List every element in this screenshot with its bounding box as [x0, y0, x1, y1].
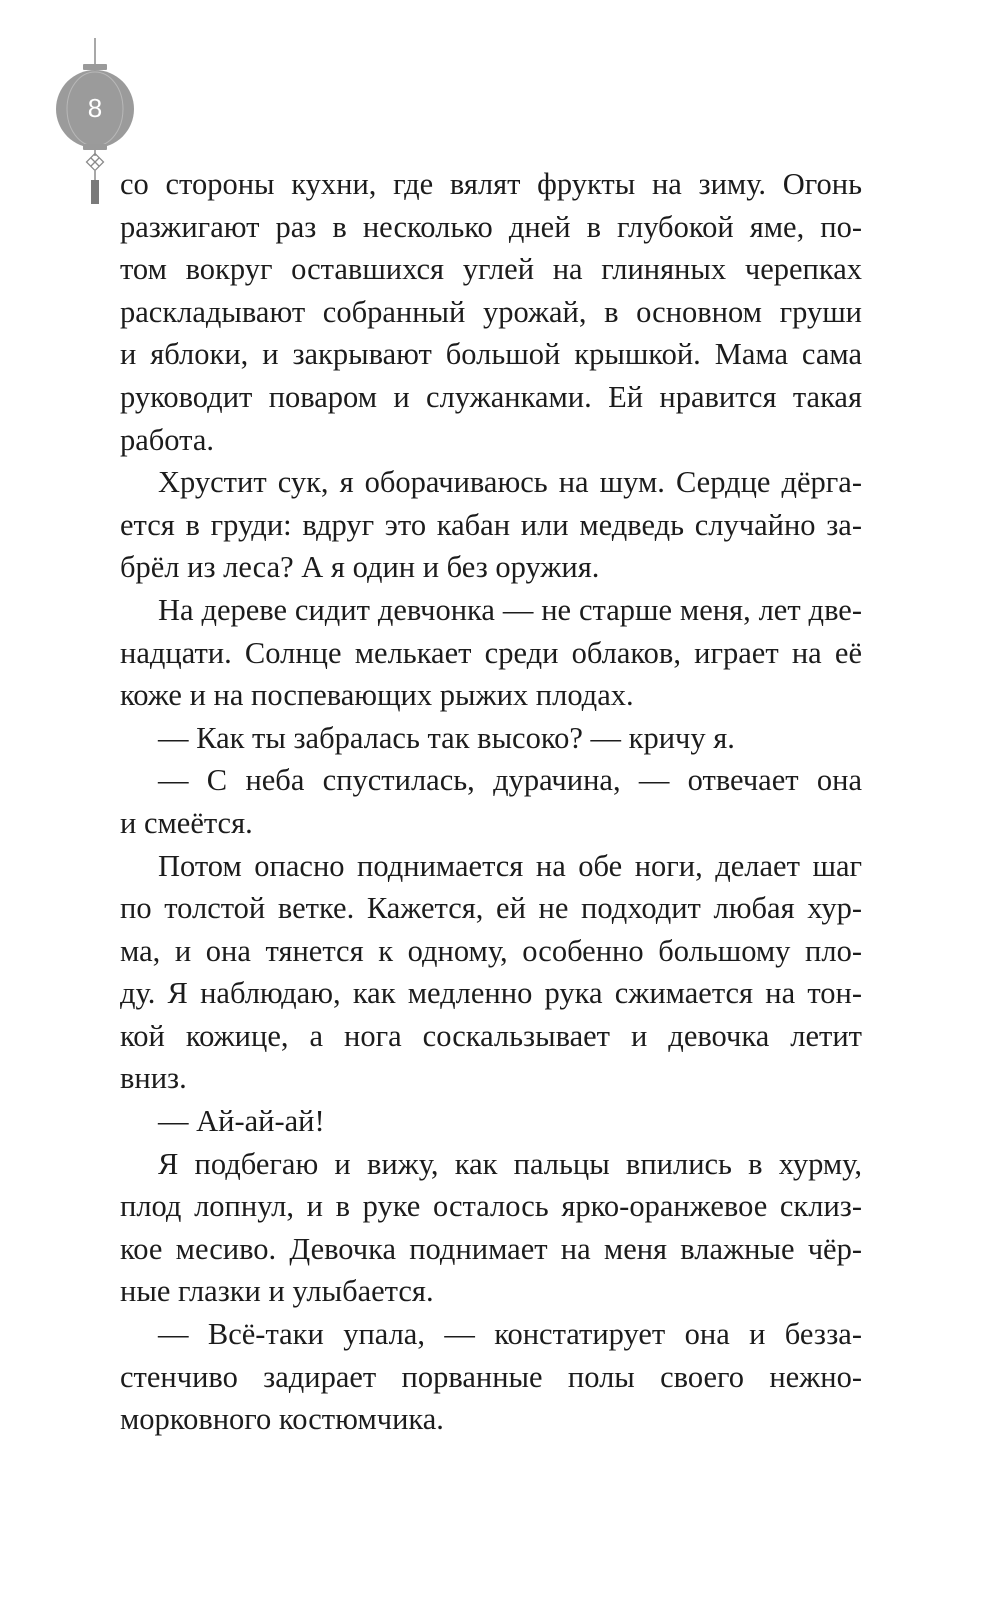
dialogue-paragraph: [120, 759, 862, 844]
paragraph: [120, 461, 862, 589]
text-line: разжигают раз в несколько дней в глубокой яме, по-: [120, 209, 862, 244]
text-line: надцати. Солнце мелькает среди облаков, играет на её: [120, 635, 862, 670]
text-line: ные глазки и улыбается.: [120, 1274, 434, 1309]
paragraph: [120, 845, 862, 1101]
text-line: ду. Я наблюдаю, как медленно рука сжимается на тон-: [120, 976, 862, 1011]
text-line: и смеётся.: [120, 805, 253, 840]
text-line: кое месиво. Девочка поднимает на меня влажные чёр-: [120, 1231, 862, 1266]
text-line: — Как ты забралась так высоко? — кричу я.: [158, 720, 735, 755]
text-line: морковного костюмчика.: [120, 1402, 444, 1437]
text-line: брёл из леса? А я один и без оружия.: [120, 550, 600, 585]
text-line: ется в груди: вдруг это кабан или медведь случайно за-: [120, 507, 862, 542]
text-line: стенчиво задирает порванные полы своего нежно-: [120, 1359, 862, 1394]
text-line: На дереве сидит девчонка — не старше меня, лет две-: [158, 592, 862, 627]
paragraph: [120, 589, 862, 717]
text-line: — Всё-таки упала, — констатирует она и безза-: [158, 1317, 862, 1352]
text-line: — С неба спустилась, дурачина, — отвечает она: [158, 763, 862, 798]
paragraph: [120, 163, 862, 461]
text-line: вниз.: [120, 1061, 187, 1096]
text-line: том вокруг оставшихся углей на глиняных черепках: [120, 252, 862, 287]
text-line: Я подбегаю и вижу, как пальцы впились в хурму,: [158, 1146, 862, 1181]
text-line: коже и на поспевающих рыжих плодах.: [120, 678, 634, 713]
paragraph: [120, 1143, 862, 1313]
dialogue-paragraph: [120, 717, 862, 760]
text-line: раскладывают собранный урожай, в основном груши: [120, 294, 862, 329]
text-line: ма, и она тянется к одному, особенно большому пло-: [120, 933, 862, 968]
text-line: работа.: [120, 422, 215, 457]
text-line: Хрустит сук, я оборачиваюсь на шум. Сердце дёрга-: [158, 465, 862, 500]
body-text: [120, 163, 862, 1441]
text-line: — Ай-ай-ай!: [158, 1104, 325, 1139]
text-line: Потом опасно поднимается на обе ноги, делает шаг: [158, 848, 862, 883]
text-line: и яблоки, и закрывают большой крышкой. Мама сама: [120, 337, 862, 372]
dialogue-paragraph: [120, 1100, 862, 1143]
text-line: кой кожице, а нога соскальзывает и девочка летит: [120, 1018, 862, 1053]
text-line: плод лопнул, и в руке осталось ярко-оранжевое склиз-: [120, 1189, 862, 1224]
text-line: по толстой ветке. Кажется, ей не подходит любая хур-: [120, 891, 862, 926]
page-number: 8: [87, 93, 103, 123]
text-line: со стороны кухни, где вялят фрукты на зиму. Огонь: [120, 167, 862, 201]
text-line: руководит поваром и служанками. Ей нравится такая: [120, 379, 862, 414]
dialogue-paragraph: [120, 1313, 862, 1441]
